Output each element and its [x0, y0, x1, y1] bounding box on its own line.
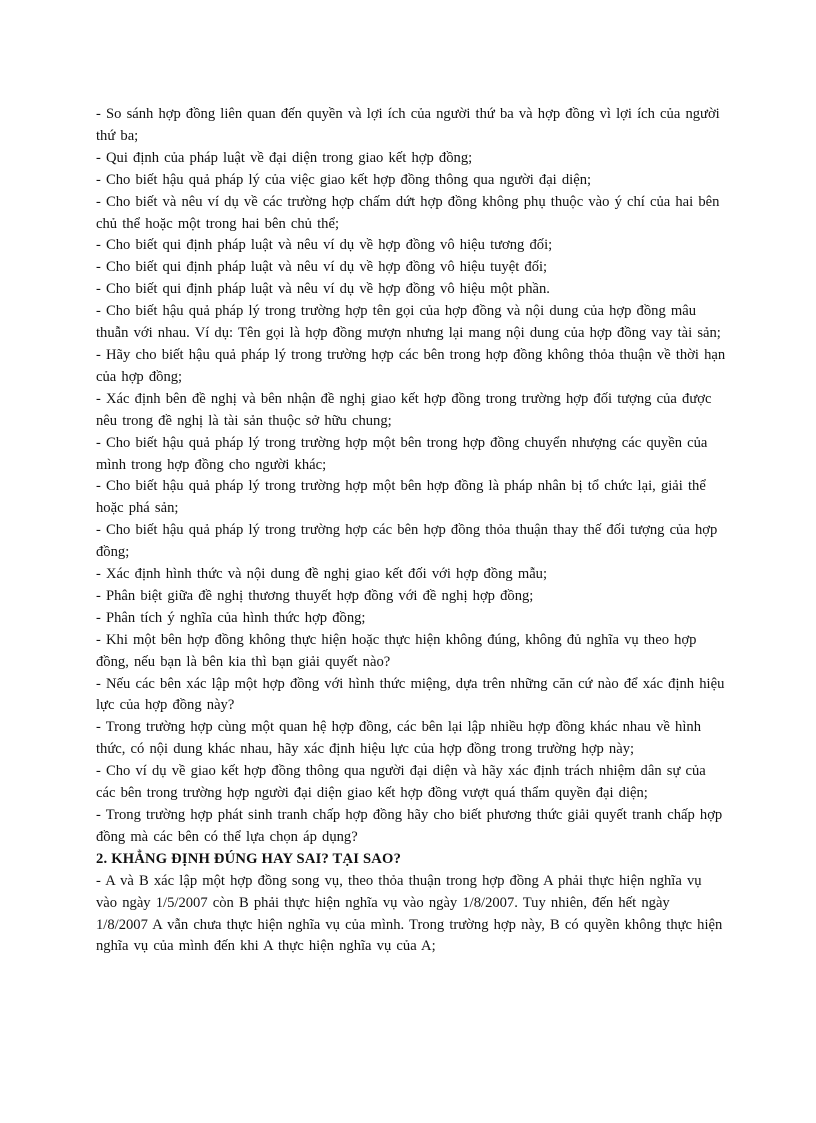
document-page — [96, 104, 726, 958]
statement-item: - A và B xác lập một hợp đồng song vụ, theo thỏa thuận trong hợp đồng A phải thực hiện nghĩa vụ vào ngày 1/5/2007 còn B phải thực hiện nghĩa vụ vào ngày 1/8/2007. Tuy nhiên, đến hết ngày 1/8/2007 A vẫn chưa thực hiện nghĩa vụ của mình. Trong trường hợp này, B có quyền không thực hiện nghĩa vụ của mình đến khi A thực hiện nghĩa vụ của A; — [96, 872, 723, 955]
section-heading: 2. KHẲNG ĐỊNH ĐÚNG HAY SAI? TẠI SAO? — [96, 850, 402, 867]
question-list — [96, 104, 726, 849]
question-item: - Cho biết và nêu ví dụ về các trường hợp chấm dứt hợp đồng không phụ thuộc vào ý chí của hai bên chủ thể hoặc một trong hai bên chủ thể; — [96, 193, 720, 232]
question-item: - Trong trường hợp phát sinh tranh chấp hợp đồng hãy cho biết phương thức giải quyết tranh chấp hợp đồng mà các bên có thể lựa chọn áp dụng? — [96, 807, 723, 845]
question-item: - Cho biết hậu quả pháp lý trong trường hợp một bên hợp đồng là pháp nhân bị tổ chức lại, giải thể hoặc phá sản; — [96, 478, 706, 517]
question-item: - Cho biết qui định pháp luật và nêu ví dụ về hợp đồng vô hiệu tương đối; — [96, 237, 553, 254]
question-item: - Cho biết hậu quả pháp lý trong trường hợp tên gọi của hợp đồng và nội dung của hợp đồng mâu thuẫn với nhau. Ví dụ: Tên gọi là hợp đồng mượn nhưng lại mang nội dung của hợp đồng vay tài sản; — [96, 303, 721, 342]
question-item: - Cho biết qui định pháp luật và nêu ví dụ về hợp đồng vô hiệu tuyệt đối; — [96, 259, 548, 276]
question-item: - Cho biết hậu quả pháp lý của việc giao kết hợp đồng thông qua người đại diện; — [96, 171, 592, 188]
question-item: - Nếu các bên xác lập một hợp đồng với hình thức miệng, dựa trên những căn cứ nào để xác định hiệu lực của hợp đồng này? — [96, 675, 725, 714]
question-item: - Cho ví dụ về giao kết hợp đồng thông qua người đại diện và hãy xác định trách nhiệm dân sự của các bên trong trường hợp người đại diện giao kết hợp đồng vượt quá thẩm quyền đại diện; — [96, 763, 706, 802]
true-false-list — [96, 871, 726, 959]
question-item: - Khi một bên hợp đồng không thực hiện hoặc thực hiện không đúng, không đủ nghĩa vụ theo hợp đồng, nếu bạn là bên kia thì bạn giải quyết nào? — [96, 631, 697, 670]
question-item: - Hãy cho biết hậu quả pháp lý trong trường hợp các bên trong hợp đồng không thỏa thuận về thời hạn của hợp đồng; — [96, 346, 726, 385]
question-item: - Cho biết qui định pháp luật và nêu ví dụ về hợp đồng vô hiệu một phần. — [96, 281, 550, 298]
question-item: - Cho biết hậu quả pháp lý trong trường hợp các bên hợp đồng thỏa thuận thay thế đối tượng của hợp đồng; — [96, 522, 718, 561]
question-item: - Phân tích ý nghĩa của hình thức hợp đồng; — [96, 609, 366, 626]
question-item: - Xác định bên đề nghị và bên nhận đề nghị giao kết hợp đồng trong trường hợp đối tượng của được nêu trong đề nghị là tài sản thuộc sở hữu chung; — [96, 390, 712, 429]
question-item: - Xác định hình thức và nội dung đề nghị giao kết đối với hợp đồng mẫu; — [96, 566, 548, 583]
question-item: - Qui định của pháp luật về đại diện trong giao kết hợp đồng; — [96, 149, 473, 166]
question-item: - Cho biết hậu quả pháp lý trong trường hợp một bên trong hợp đồng chuyển nhượng các quyền của mình trong hợp đồng cho người khác; — [96, 434, 708, 473]
question-item: - Trong trường hợp cùng một quan hệ hợp đồng, các bên lại lập nhiều hợp đồng khác nhau về hình thức, có nội dung khác nhau, hãy xác định hiệu lực của hợp đồng trong trường hợp này; — [96, 719, 701, 758]
question-item: - So sánh hợp đồng liên quan đến quyền và lợi ích của người thứ ba và hợp đồng vì lợi ích của người thứ ba; — [96, 106, 720, 144]
question-item: - Phân biệt giữa đề nghị thương thuyết hợp đồng với đề nghị hợp đồng; — [96, 587, 534, 604]
